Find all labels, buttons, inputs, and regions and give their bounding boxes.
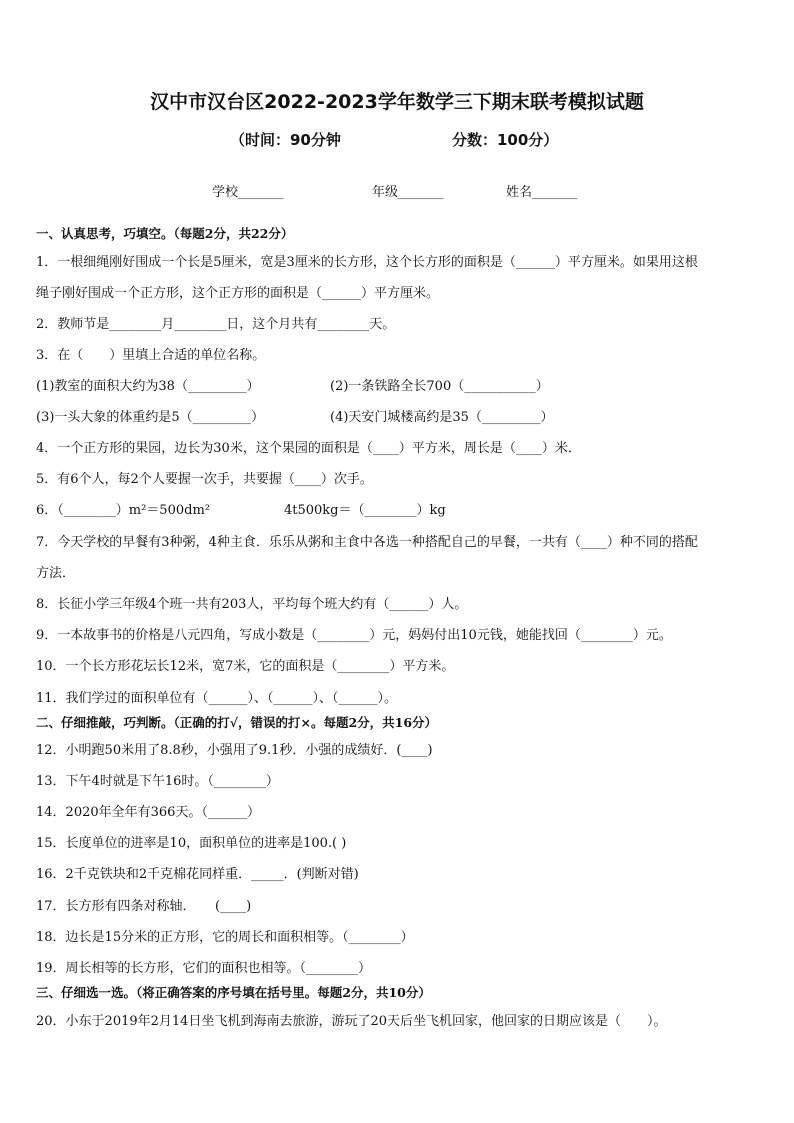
question-text: 8．长征小学三年级4个班一共有203人，平均每个班大约有（______）人。 <box>36 597 468 612</box>
question-text: 17．长方形有四条对称轴． (____) <box>36 899 252 914</box>
section-heading: 一、认真思考，巧填空。（每题2分，共22分） <box>36 226 294 241</box>
grade-field: 年级_______ <box>372 185 444 200</box>
question-text: 12．小明跑50米用了8.8秒，小强用了9.1秒．小强的成绩好．(____) <box>36 743 433 758</box>
name-field: 姓名_______ <box>506 185 578 200</box>
section-heading: 二、仔细推敲，巧判断。（正确的打√，错误的打×。每题2分，共16分） <box>36 715 438 730</box>
question-text: 10．一个长方形花坛长12米，宽7米，它的面积是（________）平方米。 <box>36 659 455 674</box>
question-text: 11．我们学过的面积单位有（______）、（______）、（______）。 <box>36 691 398 706</box>
question-text: 4．一个正方形的果园，边长为30米，这个果园的面积是（____）平方米，周长是（____）米． <box>36 441 581 456</box>
exam-score: 分数：100分） <box>452 131 559 149</box>
school-field: 学校_______ <box>212 185 284 200</box>
question-text: 16．2千克铁块和2千克棉花同样重．_____．(判断对错) <box>36 867 359 882</box>
question-text: 7．今天学校的早餐有3种粥，4种主食．乐乐从粥和主食中各选一种搭配自己的早餐，一共有（____）种不同的搭配 <box>36 535 698 550</box>
question-text: 6．（________）m²＝500dm² <box>36 503 210 518</box>
section-heading: 三、仔细选一选。（将正确答案的序号填在括号里。每题2分，共10分） <box>36 985 431 1000</box>
page-title: 汉中市汉台区2022-2023学年数学三下期末联考模拟试题 <box>150 91 644 113</box>
question-text: 1．一根细绳刚好围成一个长是5厘米，宽是3厘米的长方形，这个长方形的面积是（______）平方厘米。如果用这根 <box>36 255 698 270</box>
question-text: 9．一本故事书的价格是八元四角，写成小数是（________）元，妈妈付出10元钱，她能找回（________）元。 <box>36 628 672 643</box>
question-text: 13．下午4时就是下午16时。（________） <box>36 774 279 789</box>
question-text: 18．边长是15分米的正方形，它的周长和面积相等。（________） <box>36 930 414 945</box>
question-text: 20．小东于2019年2月14日坐飞机到海南去旅游，游玩了20天后坐飞机回家，他回家的日期应该是（ ）。 <box>36 1014 667 1029</box>
question-text: 19．周长相等的长方形，它们的面积也相等。（________） <box>36 961 372 976</box>
question-text: 绳子刚好围成一个正方形，这个正方形的面积是（______）平方厘米。 <box>36 286 440 301</box>
question-text: 14．2020年全年有366天。（______） <box>36 805 260 820</box>
question-text: 方法． <box>36 566 76 581</box>
exam-time: （时间：90分钟 <box>230 131 341 149</box>
question-text: 3．在（ ）里填上合适的单位名称。 <box>36 348 266 363</box>
sub-question: (1)教室的面积大约为38（_________） <box>36 379 260 394</box>
question-text: 5．有6个人，每2个人要握一次手，共要握（____）次手。 <box>36 472 373 487</box>
question-text: 4t500kg＝（________）kg <box>284 503 446 518</box>
question-text: 15．长度单位的进率是10，面积单位的进率是100.( ) <box>36 836 347 851</box>
sub-question: (2)一条铁路全长700（___________） <box>330 379 549 394</box>
sub-question: (4)天安门城楼高约是35（_________） <box>330 410 554 425</box>
sub-question: (3)一头大象的体重约是5（_________） <box>36 410 265 425</box>
question-text: 2．教师节是________月________日，这个月共有________天。 <box>36 317 396 332</box>
